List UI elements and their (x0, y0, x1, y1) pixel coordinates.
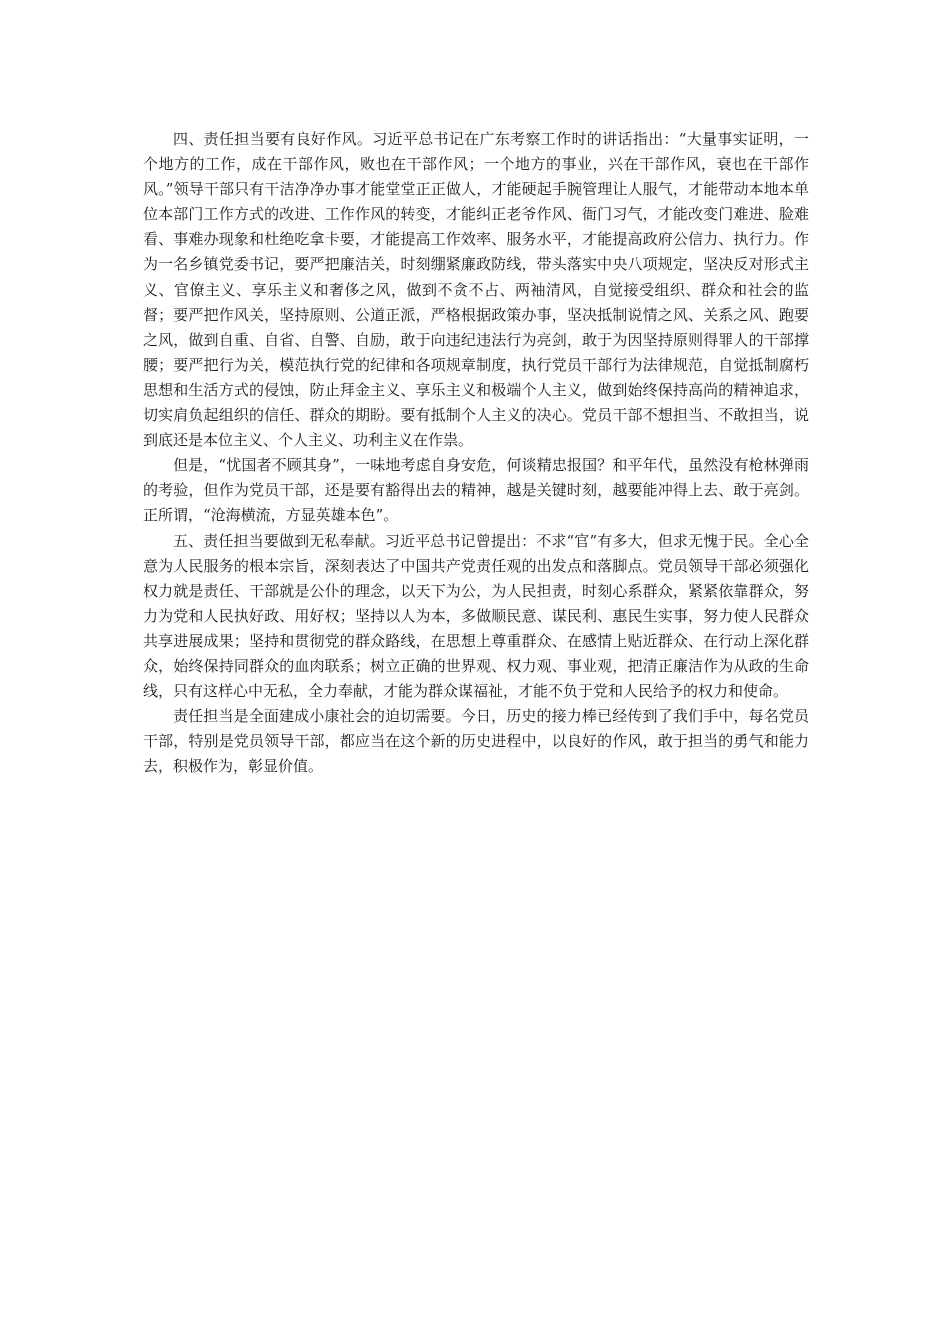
paragraph-section-four: 四、责任担当要有良好作风。习近平总书记在广东考察工作时的讲话指出：“大量事实证明，一个地方的工作，成在干部作风，败也在干部作风；一个地方的事业，兴在干部作风，衰也在干部作风。”领导干部只有干洁净净办事才能堂堂正正做人，才能硬起手腕管理让人服气，才能带动本地本单位本部门工作方式的改进、工作作风的转变，才能纠正老爷作风、衙门习气，才能改变门难进、脸难看、事难办现象和杜绝吃拿卡要，才能提高工作效率、服务水平，才能提高政府公信力、执行力。作为一名乡镇党委书记，要严把廉洁关，时刻绷紧廉政防线，带头落实中央八项规定，坚决反对形式主义、官僚主义、享乐主义和奢侈之风，做到不贪不占、两袖清风，自觉接受组织、群众和社会的监督；要严把作风关，坚持原则、公道正派，严格根据政策办事，坚决抵制说情之风、关系之风、跑要之风，做到自重、自省、自警、自励，敢于向违纪违法行为亮剑，敢于为因坚持原则得罪人的干部撑腰；要严把行为关，模范执行党的纪律和各项规章制度，执行党员干部行为法律规范，自觉抵制腐朽思想和生活方式的侵蚀，防止拜金主义、享乐主义和极端个人主义，做到始终保持高尚的精神追求，切实肩负起组织的信任、群众的期盼。要有抵制个人主义的决心。党员干部不想担当、不敢担当，说到底还是本位主义、个人主义、功利主义在作祟。 (143, 130, 809, 450)
paragraph-conclusion: 责任担当是全面建成小康社会的迫切需要。今日，历史的接力棒已经传到了我们手中，每名党员干部，特别是党员领导干部，都应当在这个新的历史进程中，以良好的作风，敢于担当的勇气和能力去，积极作为，彰显价值。 (143, 707, 809, 776)
paragraph-section-five: 五、责任担当要做到无私奉献。习近平总书记曾提出：不求“官”有多大，但求无愧于民。全心全意为人民服务的根本宗旨，深刻表达了中国共产党责任观的出发点和落脚点。党员领导干部必须强化权力就是责任、干部就是公仆的理念，以天下为公，为人民担责，时刻心系群众，紧紧依靠群众，努力为党和人民执好政、用好权；坚持以人为本，多做顺民意、谋民利、惠民生实事，努力使人民群众共享进展成果；坚持和贯彻党的群众路线，在思想上尊重群众、在感情上贴近群众、在行动上深化群众，始终保持同群众的血肉联系；树立正确的世界观、权力观、事业观，把清正廉洁作为从政的生命线，只有这样心中无私，全力奉献，才能为群众谋福祉，才能不负于党和人民给予的权力和使命。 (143, 531, 809, 701)
document-body (143, 127, 809, 779)
paragraph-patriotism: 但是，“忧国者不顾其身”，一味地考虑自身安危，何谈精忠报国？和平年代，虽然没有枪林弹雨的考验，但作为党员干部，还是要有豁得出去的精神，越是关键时刻，越要能冲得上去、敢于亮剑。正所谓，“沧海横流，方显英雄本色”。 (143, 456, 809, 525)
